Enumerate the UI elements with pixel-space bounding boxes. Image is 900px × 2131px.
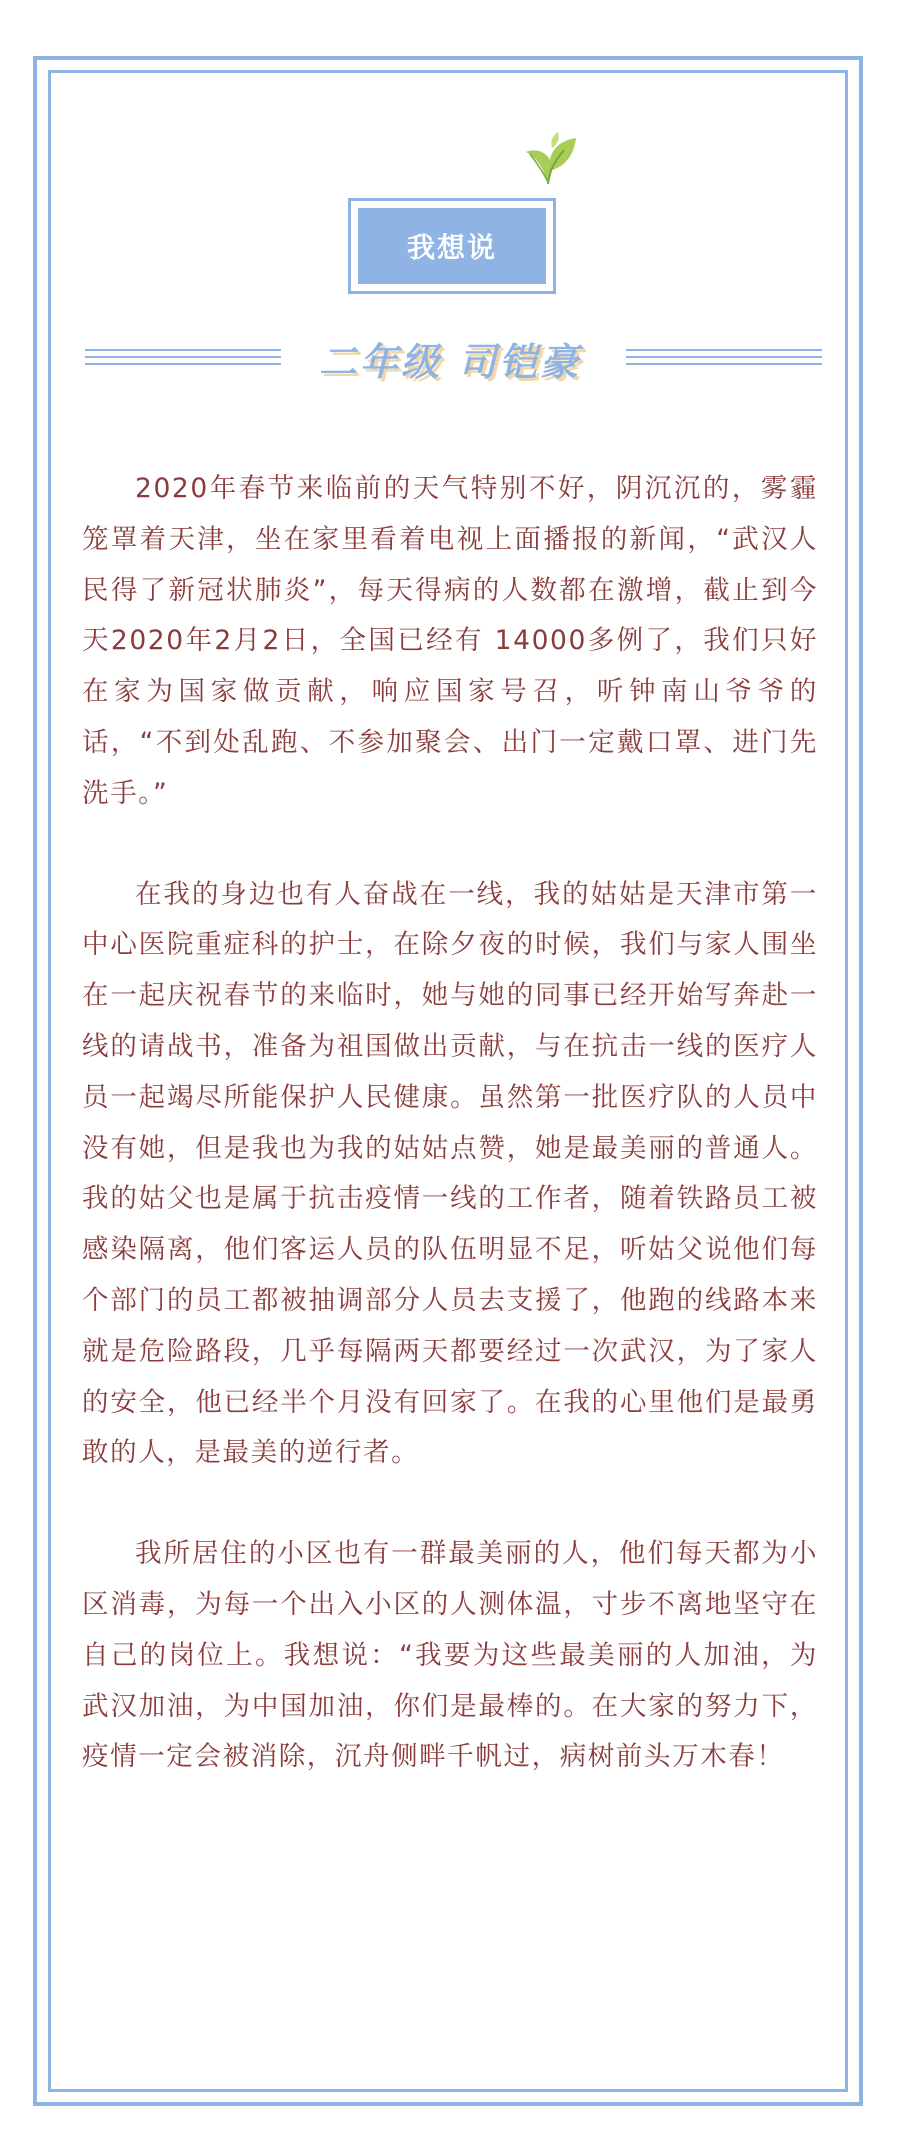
paragraph-1: 2020年春节来临前的天气特别不好，阴沉沉的，雾霾笼罩着天津，坐在家里看着电视上面播报的新闻，“武汉人民得了新冠状肺炎”，每天得病的人数都在激增，截止到今天2020年2月2日，全国已经有 14000多例了，我们只好在家为国家做贡献，响应国家号召，听钟南山爷爷的话，“不到处乱跑、不参加聚会、出门一定戴口罩、进门先洗手。” — [82, 473, 818, 809]
author-line: 二年级 司铠豪 — [318, 339, 582, 384]
paragraph-3: 我所居住的小区也有一群最美丽的人，他们每天都为小区消毒，为每一个出入小区的人测体温，寸步不离地坚守在自己的岗位上。我想说：“我要为这些最美丽的人加油，为武汉加油，为中国加油，你们是最棒的。在大家的努力下，疫情一定会被消除，沉舟侧畔千帆过，病树前头万木春！ — [82, 1538, 818, 1773]
decorative-lines-right — [626, 349, 822, 365]
page-title: 我想说 — [406, 231, 497, 264]
title-box — [358, 208, 546, 284]
paragraph-2: 在我的身边也有人奋战在一线，我的姑姑是天津市第一中心医院重症科的护士，在除夕夜的时候，我们与家人围坐在一起庆祝春节的来临时，她与她的同事已经开始写奔赴一线的请战书，准备为祖国做出贡献，与在抗击一线的医疗人员一起竭尽所能保护人民健康。虽然第一批医疗队的人员中没有她，但是我也为我的姑姑点赞，她是最美丽的普通人。我的姑父也是属于抗击疫情一线的工作者，随着铁路员工被感染隔离，他们客运人员的队伍明显不足，听姑父说他们每个部门的员工都被抽调部分人员去支援了，他跑的线路本来就是危险路段，几乎每隔两天都要经过一次武汉，为了家人的安全，他已经半个月没有回家了。在我的心里他们是最勇敢的人，是最美的逆行者。 — [82, 878, 818, 1469]
decorative-lines-left — [85, 349, 281, 365]
leaf-icon — [518, 126, 582, 190]
essay-body — [82, 464, 818, 1783]
